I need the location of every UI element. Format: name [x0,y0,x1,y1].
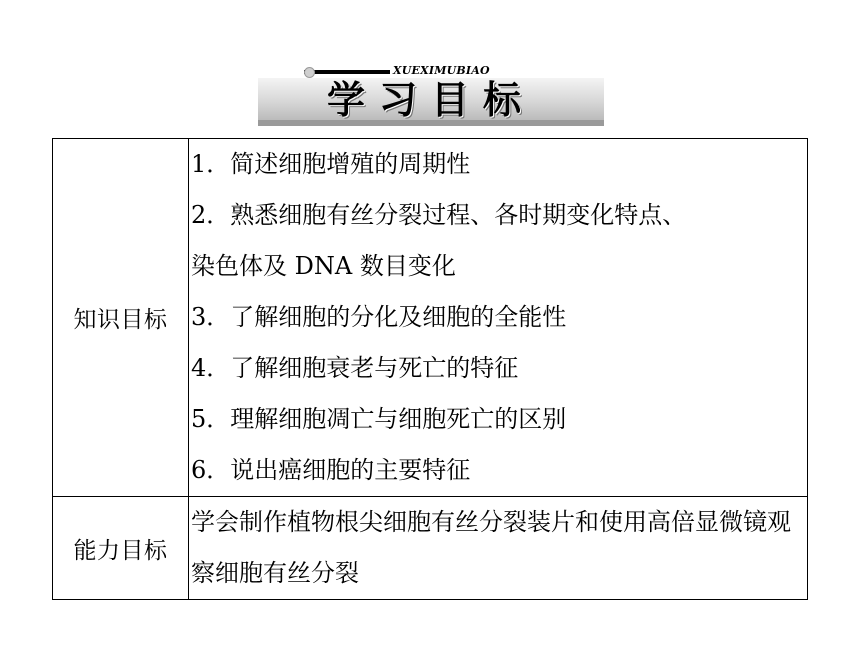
banner-pinyin-label: XUEXIMUBIAO [393,64,490,77]
goal-item: 1．简述细胞增殖的周期性 [191,150,471,178]
page-title: 学习目标 [326,78,535,122]
table-row-knowledge-goals [53,139,808,497]
goal-item: 3．了解细胞的分化及细胞的全能性 [191,303,567,331]
goal-item-continuation: 染色体及 DNA 数目变化 [191,252,456,280]
goal-item: 4．了解细胞衰老与死亡的特征 [191,354,519,382]
goals-cell-ability [189,497,808,600]
goals-cell-knowledge [189,139,808,497]
goal-item: 2．熟悉细胞有丝分裂过程、各时期变化特点、 [191,201,687,229]
category-cell-knowledge: 知识目标 [53,139,189,497]
goal-item: 学会制作植物根尖细胞有丝分裂装片和使用高倍显微镜观察细胞有丝分裂 [191,508,791,587]
section-header-banner [0,0,861,135]
category-cell-ability: 能力目标 [53,497,189,600]
goal-item: 5．理解细胞凋亡与细胞死亡的区别 [191,405,567,433]
goal-item: 6．说出癌细胞的主要特征 [191,456,471,484]
learning-goals-table [52,138,808,600]
banner-decorative-line [304,70,390,74]
table-row-ability-goals [53,497,808,600]
